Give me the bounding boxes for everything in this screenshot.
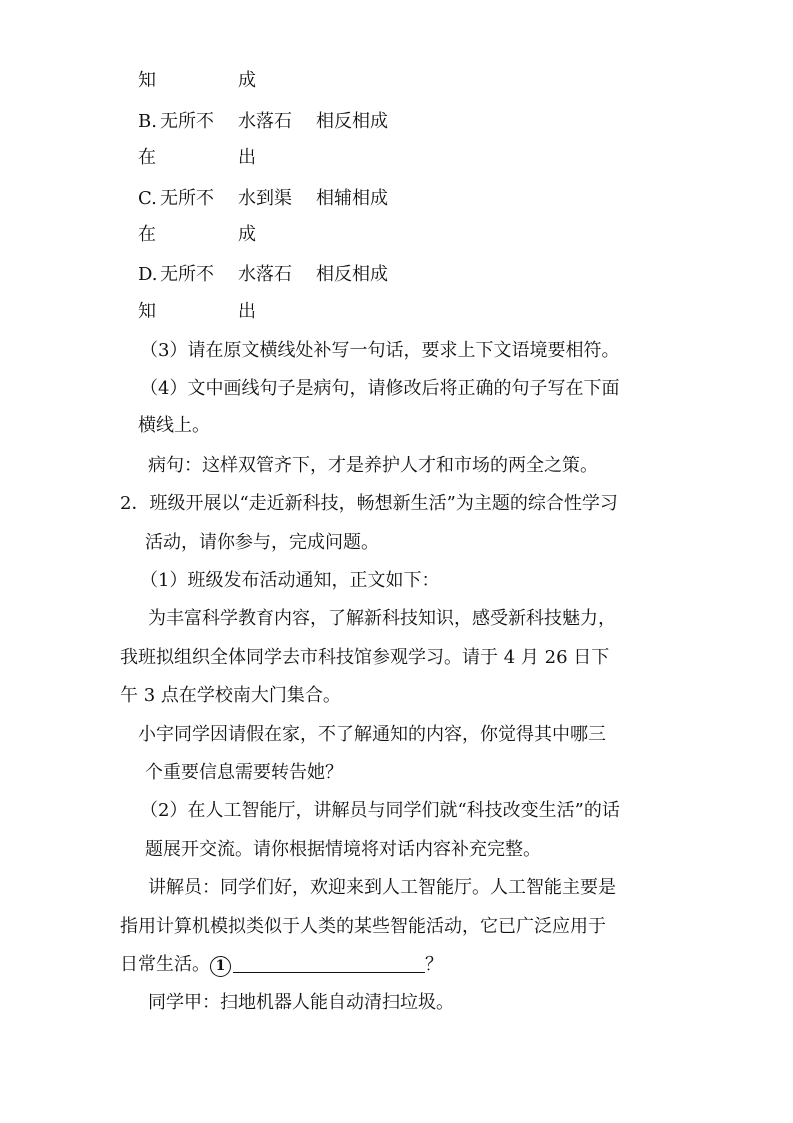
option-d-col2-cont: 出 [238, 301, 256, 322]
q1-3: （3）请在原文横线处补写一句话，要求上下文语境要相符。 [140, 340, 620, 361]
notice-line1: 为丰富科学教育内容，了解新科技知识，感受新科技魅力， [148, 608, 616, 629]
option-c-col3: 相辅相成 [316, 188, 388, 209]
option-d-col3: 相反相成 [316, 264, 388, 285]
notice-line2: 我班拟组织全体同学去市科技馆参观学习。请于 4 月 26 日下 [120, 647, 610, 668]
guide-line2: 指用计算机模拟类似于人类的某些智能活动，它已广泛应用于 [120, 916, 606, 937]
q2-1-ask-line2: 个重要信息需要转告她？ [145, 762, 343, 783]
option-d-col1: 无所不 [160, 264, 214, 285]
sick-sentence: 病句：这样双管齐下，才是养护人才和市场的两全之策。 [148, 455, 598, 476]
q1-4-line1: （4）文中画线句子是病句，请修改后将正确的句子写在下面 [140, 378, 620, 399]
option-d-label: D. [138, 264, 158, 285]
guide-line3 [120, 953, 443, 977]
answer-blank [233, 954, 425, 973]
q2-1-ask-line1: 小宇同学因请假在家，不了解通知的内容，你觉得其中哪三 [138, 724, 606, 745]
q2-2-line2: 题展开交流。请你根据情境将对话内容补充完整。 [145, 839, 541, 860]
option-c-col2: 水到渠 [238, 188, 292, 209]
option-d-col1-cont: 知 [138, 301, 156, 322]
guide-line3-end: ？ [425, 954, 443, 975]
option-d-col2: 水落石 [238, 264, 292, 285]
q2-1: （1）班级发布活动通知，正文如下： [140, 570, 440, 591]
option-a-col2-cont: 成 [238, 70, 256, 91]
option-b-col2-cont: 出 [238, 147, 256, 168]
option-b-col1: 无所不 [160, 111, 214, 132]
q2-line2: 活动，请你参与，完成问题。 [145, 532, 379, 553]
option-a-col1-cont: 知 [138, 70, 156, 91]
q2-2-line1: （2）在人工智能厅，讲解员与同学们就“科技改变生活”的话 [140, 800, 620, 821]
option-b-col2: 水落石 [238, 111, 292, 132]
option-b-col3: 相反相成 [316, 111, 388, 132]
option-c-label: C. [138, 188, 157, 209]
notice-line3: 午 3 点在学校南大门集合。 [120, 685, 341, 706]
q1-4-line2: 横线上。 [138, 415, 210, 436]
option-c-col1-cont: 在 [138, 224, 156, 245]
q2-line1: 2．班级开展以“走近新科技，畅想新生活”为主题的综合性学习 [120, 493, 618, 514]
option-b-label: B. [138, 111, 157, 132]
guide-line3-text: 日常生活。 [120, 954, 210, 975]
option-b-col1-cont: 在 [138, 147, 156, 168]
option-c-col2-cont: 成 [238, 224, 256, 245]
guide-line1: 讲解员：同学们好，欢迎来到人工智能厅。人工智能主要是 [148, 877, 616, 898]
option-c-col1: 无所不 [160, 188, 214, 209]
student-a: 同学甲：扫地机器人能自动清扫垃圾。 [148, 992, 454, 1013]
blank-marker: 1 [210, 956, 231, 977]
